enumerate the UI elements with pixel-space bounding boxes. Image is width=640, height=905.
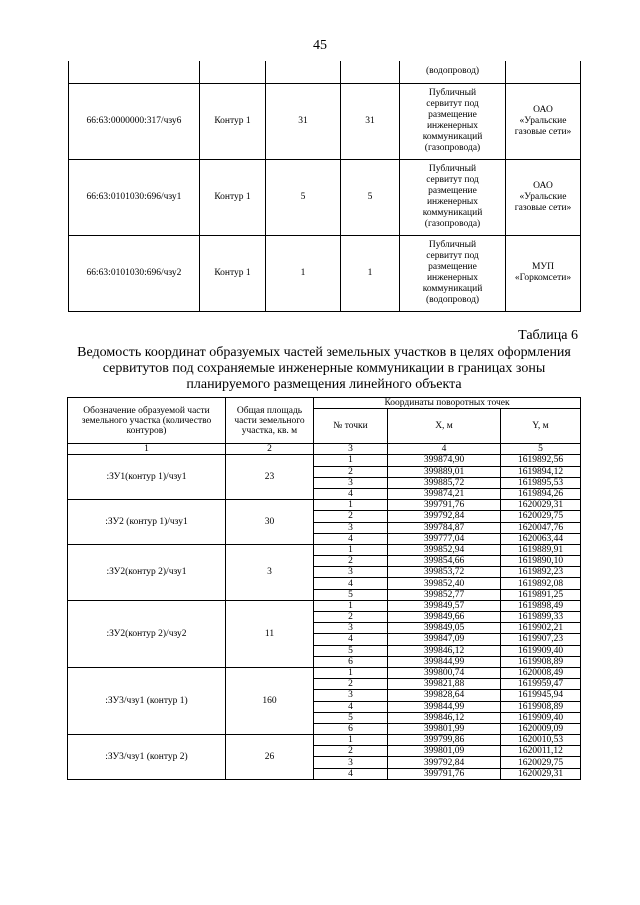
- point-number-cell: 3: [314, 522, 388, 533]
- cadastral-code-cell: 66:63:0000000:317/чзу6: [69, 83, 200, 159]
- y-coordinate-cell: 1620063,44: [501, 533, 581, 544]
- x-coordinate-cell: 399821,88: [388, 679, 501, 690]
- area-cell: 5: [266, 159, 341, 235]
- x-coordinate-cell: 399854,66: [388, 556, 501, 567]
- area-cell: 1: [266, 235, 341, 311]
- area-cell: 31: [266, 83, 341, 159]
- servitude-table-continuation: [68, 61, 581, 312]
- x-coordinate-cell: 399846,12: [388, 712, 501, 723]
- table-row: [68, 500, 581, 511]
- table-row: [68, 544, 581, 555]
- x-coordinate-cell: 399849,66: [388, 612, 501, 623]
- col-number: 4: [388, 444, 501, 455]
- header-x: X, м: [388, 409, 501, 444]
- point-number-cell: 2: [314, 746, 388, 757]
- table-row: [69, 159, 581, 235]
- x-coordinate-cell: 399849,05: [388, 623, 501, 634]
- y-coordinate-cell: 1619902,21: [501, 623, 581, 634]
- point-number-cell: 5: [314, 589, 388, 600]
- x-coordinate-cell: 399792,84: [388, 511, 501, 522]
- y-coordinate-cell: 1619959,47: [501, 679, 581, 690]
- x-coordinate-cell: 399885,72: [388, 477, 501, 488]
- header-y: Y, м: [501, 409, 581, 444]
- x-coordinate-cell: 399791,76: [388, 768, 501, 779]
- point-number-cell: 2: [314, 612, 388, 623]
- point-number-cell: 5: [314, 712, 388, 723]
- y-coordinate-cell: 1619891,25: [501, 589, 581, 600]
- purpose-cell: [400, 61, 506, 83]
- y-coordinate-cell: 1619892,56: [501, 455, 581, 466]
- purpose-line: сервитут под: [426, 251, 479, 261]
- part-designation-cell: :ЗУ3/чзу1 (контур 1): [68, 667, 226, 734]
- area-cell: 31: [341, 83, 400, 159]
- table-label: Таблица 6: [518, 328, 578, 343]
- point-number-cell: 4: [314, 488, 388, 499]
- x-coordinate-cell: 399849,57: [388, 600, 501, 611]
- x-coordinate-cell: 399792,84: [388, 757, 501, 768]
- owner-cell: [506, 61, 581, 83]
- part-designation-cell: :ЗУ2(контур 2)/чзу2: [68, 600, 226, 667]
- point-number-cell: 1: [314, 735, 388, 746]
- y-coordinate-cell: 1619898,49: [501, 600, 581, 611]
- part-designation-cell: :ЗУ1(контур 1)/чзу1: [68, 455, 226, 500]
- purpose-line: размещение: [428, 186, 477, 196]
- page-number: 45: [313, 38, 327, 53]
- purpose-line: Публичный: [428, 164, 477, 174]
- part-designation-cell: :ЗУ2(контур 2)/чзу1: [68, 544, 226, 600]
- part-area-cell: 23: [226, 455, 314, 500]
- y-coordinate-cell: 1619945,94: [501, 690, 581, 701]
- owner-cell: [506, 159, 581, 235]
- point-number-cell: 4: [314, 768, 388, 779]
- part-area-cell: 160: [226, 667, 314, 734]
- point-number-cell: 1: [314, 500, 388, 511]
- point-number-cell: 3: [314, 623, 388, 634]
- y-coordinate-cell: 1619899,33: [501, 612, 581, 623]
- y-coordinate-cell: 1619908,89: [501, 701, 581, 712]
- table-row: [68, 667, 581, 678]
- header-coords: Координаты поворотных точек: [314, 398, 581, 409]
- point-number-cell: 6: [314, 723, 388, 734]
- point-number-cell: 2: [314, 679, 388, 690]
- table-title: Ведомость координат образуемых частей земельных участков в целях оформления сервитутов под сохраняемые инженерные коммуникации в границах зоны планируемого размещения линейного объекта: [77, 345, 571, 392]
- y-coordinate-cell: 1620010,53: [501, 735, 581, 746]
- x-coordinate-cell: 399874,90: [388, 455, 501, 466]
- contour-cell: Контур 1: [200, 83, 266, 159]
- y-coordinate-cell: 1620029,31: [501, 768, 581, 779]
- area-cell: [341, 61, 400, 83]
- purpose-line: Публичный: [428, 240, 477, 250]
- owner-line: ОАО «Уральские: [519, 180, 567, 202]
- table-row: [68, 735, 581, 746]
- coordinates-table: [67, 397, 581, 780]
- area-cell: 1: [341, 235, 400, 311]
- x-coordinate-cell: 399874,21: [388, 488, 501, 499]
- table-row: [69, 61, 581, 83]
- y-coordinate-cell: 1620029,31: [501, 500, 581, 511]
- owner-line: газовые сети»: [514, 126, 572, 137]
- purpose-line: сервитут под: [426, 175, 479, 185]
- col-number: 5: [501, 444, 581, 455]
- part-area-cell: 11: [226, 600, 314, 667]
- y-coordinate-cell: 1620029,75: [501, 757, 581, 768]
- purpose-line: (водопровод): [425, 66, 480, 77]
- purpose-line: размещение: [428, 110, 477, 120]
- col-number: 2: [226, 444, 314, 455]
- point-number-cell: 4: [314, 701, 388, 712]
- purpose-line: (газопровода): [424, 219, 481, 229]
- owner-line: ОАО «Уральские: [519, 104, 567, 126]
- purpose-cell: [400, 159, 506, 235]
- x-coordinate-cell: 399852,40: [388, 578, 501, 589]
- point-number-cell: 2: [314, 511, 388, 522]
- cadastral-code-cell: [69, 61, 200, 83]
- y-coordinate-cell: 1620009,09: [501, 723, 581, 734]
- x-coordinate-cell: 399801,99: [388, 723, 501, 734]
- point-number-cell: 2: [314, 466, 388, 477]
- purpose-line: размещение: [428, 262, 477, 272]
- point-number-cell: 2: [314, 556, 388, 567]
- x-coordinate-cell: 399800,74: [388, 667, 501, 678]
- y-coordinate-cell: 1620008,49: [501, 667, 581, 678]
- x-coordinate-cell: 399844,99: [388, 656, 501, 667]
- purpose-line: коммуникаций: [422, 208, 483, 218]
- point-number-cell: 3: [314, 477, 388, 488]
- x-coordinate-cell: 399889,01: [388, 466, 501, 477]
- owner-cell: [506, 235, 581, 311]
- y-coordinate-cell: 1619889,91: [501, 544, 581, 555]
- y-coordinate-cell: 1619894,26: [501, 488, 581, 499]
- purpose-cell: [400, 235, 506, 311]
- x-coordinate-cell: 399844,99: [388, 701, 501, 712]
- y-coordinate-cell: 1619892,23: [501, 567, 581, 578]
- purpose-cell: [400, 83, 506, 159]
- y-coordinate-cell: 1619907,23: [501, 634, 581, 645]
- area-cell: [266, 61, 341, 83]
- purpose-line: инженерных: [426, 121, 479, 131]
- area-cell: 5: [341, 159, 400, 235]
- point-number-cell: 1: [314, 667, 388, 678]
- y-coordinate-cell: 1619892,08: [501, 578, 581, 589]
- x-coordinate-cell: 399852,77: [388, 589, 501, 600]
- point-number-cell: 4: [314, 634, 388, 645]
- owner-line: МУП «Горкомсети»: [514, 262, 572, 283]
- contour-cell: [200, 61, 266, 83]
- contour-cell: Контур 1: [200, 235, 266, 311]
- header-designation: Обозначение образуемой части земельного участка (количество контуров): [68, 398, 226, 444]
- y-coordinate-cell: 1619909,40: [501, 645, 581, 656]
- y-coordinate-cell: 1620029,75: [501, 511, 581, 522]
- header-point: № точки: [314, 409, 388, 444]
- owner-cell: [506, 83, 581, 159]
- point-number-cell: 1: [314, 600, 388, 611]
- part-area-cell: 30: [226, 500, 314, 545]
- purpose-line: инженерных: [426, 273, 479, 283]
- part-area-cell: 26: [226, 735, 314, 780]
- table-row: [69, 83, 581, 159]
- purpose-line: (газопровода): [424, 143, 481, 153]
- point-number-cell: 6: [314, 656, 388, 667]
- x-coordinate-cell: 399852,94: [388, 544, 501, 555]
- col-number: 3: [314, 444, 388, 455]
- x-coordinate-cell: 399791,76: [388, 500, 501, 511]
- part-designation-cell: :ЗУ3/чзу1 (контур 2): [68, 735, 226, 780]
- table-row: [69, 235, 581, 311]
- y-coordinate-cell: 1619895,53: [501, 477, 581, 488]
- point-number-cell: 5: [314, 645, 388, 656]
- x-coordinate-cell: 399828,64: [388, 690, 501, 701]
- cadastral-code-cell: 66:63:0101030:696/чзу2: [69, 235, 200, 311]
- point-number-cell: 1: [314, 455, 388, 466]
- point-number-cell: 1: [314, 544, 388, 555]
- table-row: [68, 600, 581, 611]
- point-number-cell: 3: [314, 690, 388, 701]
- cadastral-code-cell: 66:63:0101030:696/чзу1: [69, 159, 200, 235]
- purpose-line: коммуникаций: [422, 284, 483, 294]
- x-coordinate-cell: 399846,12: [388, 645, 501, 656]
- y-coordinate-cell: 1619908,89: [501, 656, 581, 667]
- header-area: Общая площадь части земельного участка, кв. м: [226, 398, 314, 444]
- y-coordinate-cell: 1619890,10: [501, 556, 581, 567]
- owner-line: газовые сети»: [514, 202, 572, 213]
- point-number-cell: 3: [314, 757, 388, 768]
- purpose-line: коммуникаций: [422, 132, 483, 142]
- point-number-cell: 4: [314, 533, 388, 544]
- purpose-line: сервитут под: [426, 99, 479, 109]
- contour-cell: Контур 1: [200, 159, 266, 235]
- purpose-line: (водопровод): [425, 295, 480, 305]
- y-coordinate-cell: 1619909,40: [501, 712, 581, 723]
- part-designation-cell: :ЗУ2 (контур 1)/чзу1: [68, 500, 226, 545]
- x-coordinate-cell: 399777,04: [388, 533, 501, 544]
- x-coordinate-cell: 399853,72: [388, 567, 501, 578]
- x-coordinate-cell: 399784,87: [388, 522, 501, 533]
- y-coordinate-cell: 1619894,12: [501, 466, 581, 477]
- y-coordinate-cell: 1620011,12: [501, 746, 581, 757]
- part-area-cell: 3: [226, 544, 314, 600]
- x-coordinate-cell: 399801,09: [388, 746, 501, 757]
- x-coordinate-cell: 399847,09: [388, 634, 501, 645]
- point-number-cell: 3: [314, 567, 388, 578]
- x-coordinate-cell: 399799,86: [388, 735, 501, 746]
- y-coordinate-cell: 1620047,76: [501, 522, 581, 533]
- table-row: [68, 455, 581, 466]
- point-number-cell: 4: [314, 578, 388, 589]
- purpose-line: инженерных: [426, 197, 479, 207]
- col-number: 1: [68, 444, 226, 455]
- purpose-line: Публичный: [428, 88, 477, 98]
